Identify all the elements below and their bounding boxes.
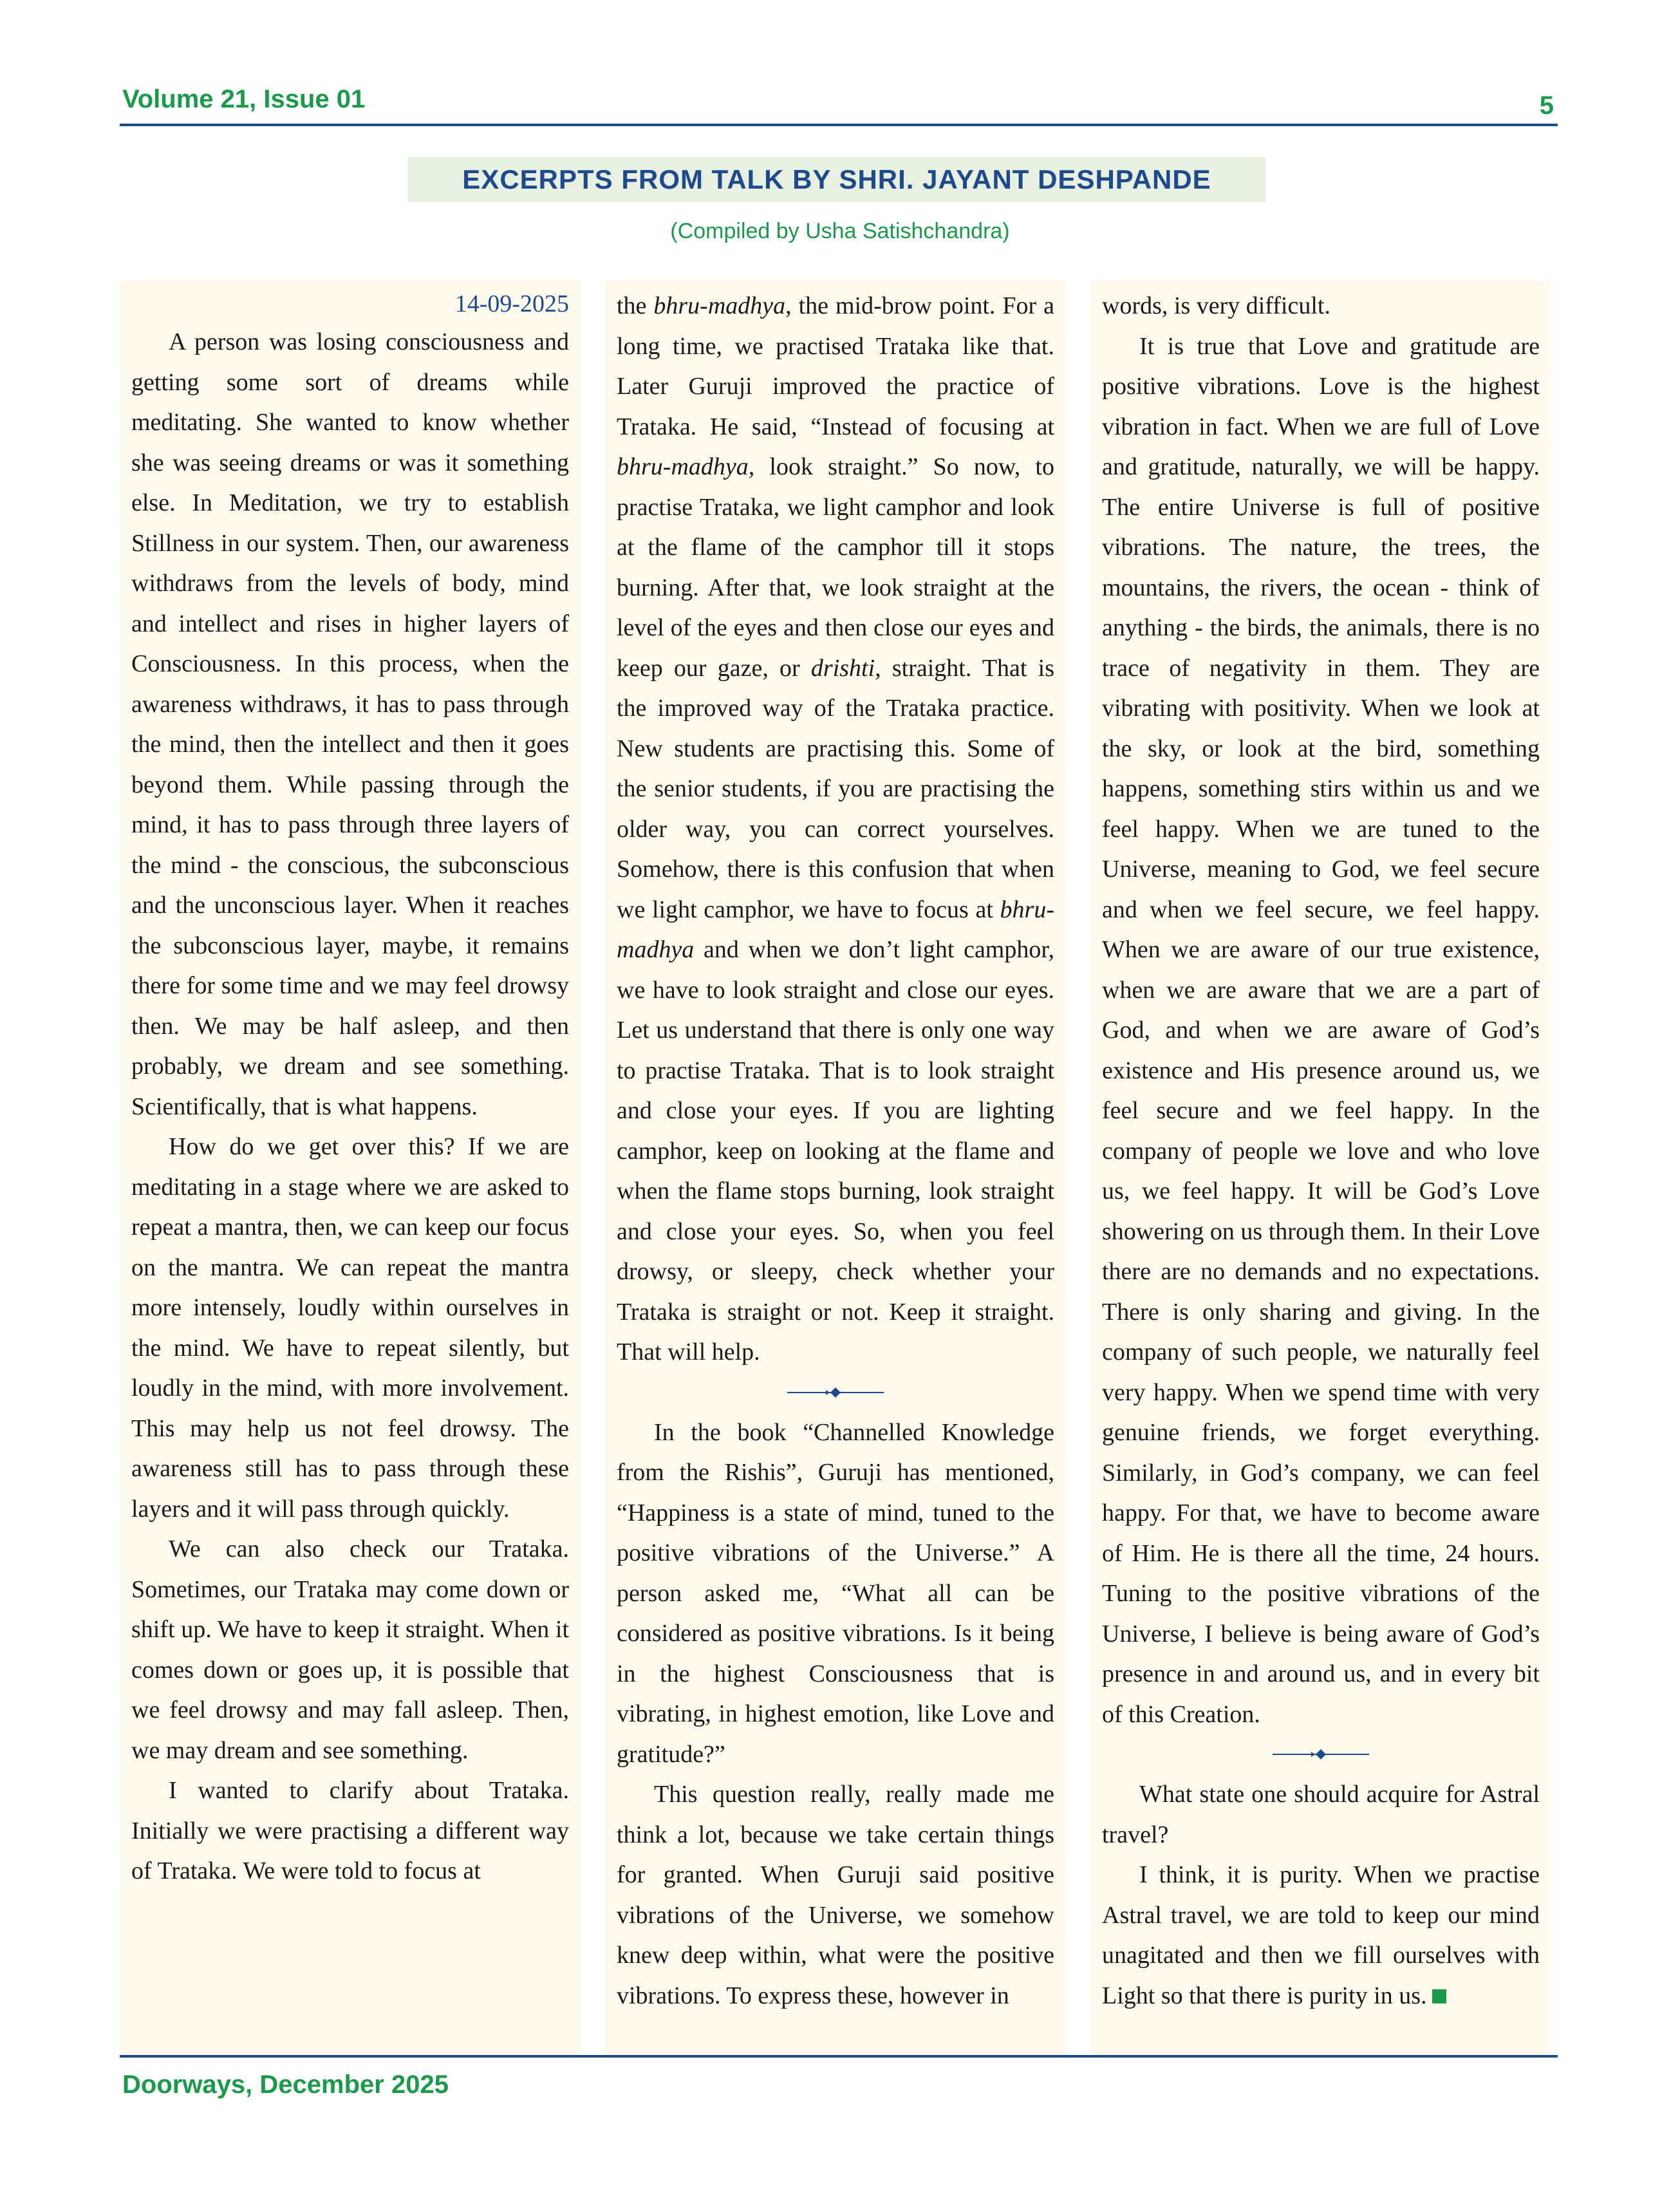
paragraph: In the book “Channelled Knowledge from the Rishis”, Guruji has mentioned, “Happiness is a state of mind, tuned to the positive vibrations of the Universe.” A person asked me, “What all can be considered as positive vibrations. Is it being in the highest Consciousness that is vibrating, in highest emotion, like Love and gratitude?” bbox=[617, 1418, 1054, 1768]
page-number: 5 bbox=[1539, 91, 1554, 120]
section-divider bbox=[1102, 1734, 1540, 1774]
text-run: I think, it is purity. When we practise Astral travel, we are told to keep our mind unagitated and then we fill ourselves with Light so that there is purity in us. bbox=[1102, 1861, 1540, 2009]
paragraph: We can also check our Trataka. Sometimes, our Trataka may come down or shift up. We have to keep it straight. When it comes down or goes up, it is possible that we feel drowsy and may fall asleep. Then, we may dream and see something. bbox=[131, 1535, 569, 1764]
page-footer bbox=[120, 2055, 1558, 2099]
diamond-divider-icon bbox=[787, 1386, 884, 1399]
text-run: and when we don’t light camphor, we have to look straight and close our eyes. Let us understand that there is only one way to practise Trataka. That is to look straight and close your eyes. If you are lighting camphor, keep on looking at the flame and when the flame stops burning, look straight and close your eyes. So, when you feel drowsy, or sleepy, check whether your Trataka is straight or not. Keep it straight. That will help. bbox=[617, 936, 1054, 1365]
end-of-article-icon bbox=[1432, 1989, 1446, 2003]
italic-term: bhru-madhya, bbox=[617, 453, 755, 480]
paragraph: It is true that Love and gratitude are positive vibrations. Love is the highest vibration in fact. When we are full of Love and gratitude, naturally, we will be happy. The entire Universe is full of positive vibrations. The nature, the trees, the mountains, the rivers, the ocean - think of anything - the birds, the animals, there is no trace of negativity in them. They are vibrating with positivity. When we look at the sky, or look at the bird, something happens, something stirs within us and we feel happy. When we are tuned to the Universe, meaning to God, we feel secure and when we feel secure, we feel happy. When we are aware of our true existence, when we are aware that we are a part of God, and when we are aware of God’s existence and His presence around us, we feel secure and we feel happy. In the company of people we love and who love us, we feel happy. It will be God’s Love showering on us through them. In their Love there are no demands and no expectations. There is only sharing and giving. In the company of such people, we naturally feel very happy. When we spend time with very genuine friends, we forget everything. Similarly, in God’s company, we can feel happy. For that, we have to become aware of Him. He is there all the time, 24 hours. Tuning to the positive vibrations of the Universe, I believe is being aware of God’s presence in and around us, and in every bit of this Creation. bbox=[1102, 332, 1540, 1728]
page-header bbox=[120, 85, 1558, 126]
paragraph: words, is very difficult. bbox=[1102, 292, 1330, 319]
article-title: EXCERPTS FROM TALK BY SHRI. JAYANT DESHPANDE bbox=[462, 164, 1211, 194]
article-title-banner bbox=[408, 157, 1265, 202]
compiled-by: (Compiled by Usha Satishchandra) bbox=[670, 219, 1010, 243]
section-divider bbox=[617, 1373, 1054, 1412]
paragraph: This question really, really made me think a lot, because we take certain things for granted. When Guruji said positive vibrations of the Universe, we somehow knew deep within, what were the positive vibrations. To express these, however in bbox=[617, 1781, 1054, 2009]
diamond-divider-icon bbox=[1273, 1748, 1369, 1761]
paragraph: A person was losing consciousness and getting some sort of dreams while meditating. She wanted to know whether she was seeing dreams or was it something else. In Meditation, we try to establish Stillness in our system. Then, our awareness withdraws from the levels of body, mind and intellect and rises in higher layers of Consciousness. In this process, when the awareness withdraws, it has to pass through the mind, then the intellect and then it goes beyond them. While passing through the mind, it has to pass through three layers of the mind - the conscious, the subconscious and the unconscious layer. When it reaches the subconscious layer, maybe, it remains there for some time and we may feel drowsy then. We may be half asleep, and then probably, we dream and see something. Scientifically, that is what happens. bbox=[131, 328, 569, 1120]
article-date: 14-09-2025 bbox=[454, 290, 569, 317]
text-column-3 bbox=[1090, 281, 1551, 2056]
paragraph bbox=[1102, 1855, 1540, 2016]
paragraph bbox=[617, 286, 1054, 1373]
text-column-2 bbox=[605, 281, 1066, 2056]
text-run: the bbox=[617, 292, 654, 319]
italic-term: drishti bbox=[810, 654, 875, 682]
paragraph: I wanted to clarify about Trataka. Initially we were practising a different way of Trataka. We were told to focus at bbox=[131, 1777, 569, 1884]
text-run: , the mid-brow point. For a long time, we practised Trataka like that. Later Guruji improved the practice of Trataka. He said, “Instead of focusing at bbox=[617, 292, 1054, 440]
text-column-1 bbox=[120, 281, 581, 2056]
text-run: look straight.” So now, to practise Trataka, we light camphor and look at the flame of the camphor till it stops burning. After that, we look straight at the level of the eyes and then close our eyes and keep our gaze, or bbox=[617, 453, 1054, 682]
paragraph: How do we get over this? If we are meditating in a stage where we are asked to repeat a mantra, then, we can keep our focus on the mantra. We can repeat the mantra more intensely, loudly within ourselves in the mind. We have to repeat silently, but loudly in the mind, with more involvement. This may help us not feel drowsy. The awareness still has to pass through these layers and it will pass through quickly. bbox=[131, 1133, 569, 1523]
italic-term: bhru-madhya bbox=[617, 896, 1054, 963]
volume-issue: Volume 21, Issue 01 bbox=[122, 85, 366, 113]
text-run: , straight. That is the improved way of the Trataka practice. New students are practising this. Some of the senior students, if you are practising the older way, you can correct yourselves. Somehow, there is this confusion that when we light camphor, we have to focus at bbox=[617, 654, 1055, 923]
publication-date: Doorways, December 2025 bbox=[122, 2070, 449, 2099]
italic-term: bhru-madhya bbox=[653, 292, 786, 319]
paragraph: What state one should acquire for Astral travel? bbox=[1102, 1781, 1540, 1848]
